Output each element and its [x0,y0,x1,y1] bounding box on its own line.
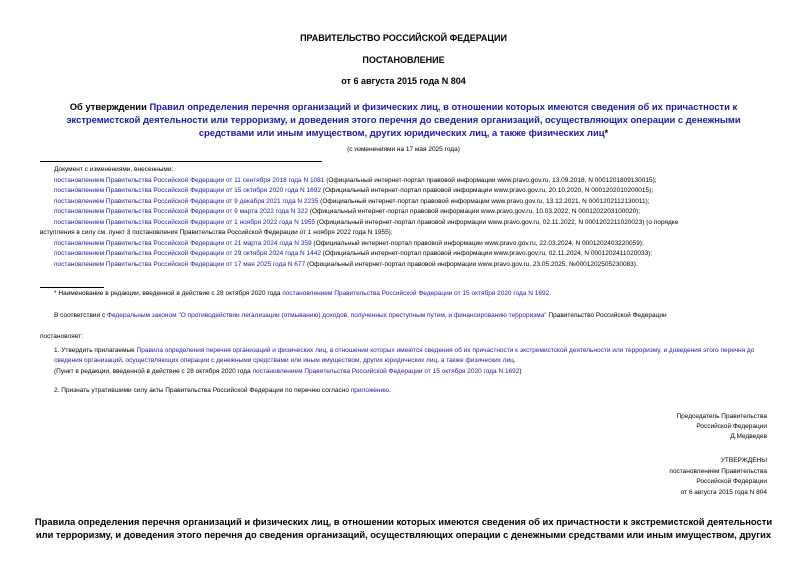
footnote-text: * Наименование в редакции, введенной в действие с 28 октября 2020 года [54,290,283,297]
change-source: (Официальный интернет-портал правовой информации www.pravo.gov.ru, 02.11.2024, N 0001202411020033); [320,250,653,257]
item-1 [40,346,770,367]
change-item [40,218,770,229]
change-item [40,197,770,208]
change-link[interactable]: постановлением Правительства Российской Федерации от 17 мая 2025 года N 677 [54,260,306,268]
title-footnote [54,290,774,297]
edition-note: (с изменениями на 17 мая 2025 года) [347,146,460,153]
change-item-continuation [40,228,770,239]
government-heading: ПРАВИТЕЛЬСТВО РОССИЙСКОЙ ФЕДЕРАЦИИ [300,33,507,43]
change-item [40,207,770,218]
change-link[interactable]: постановлением Правительства Российской Федерации от 29 октября 2024 года N 1442 [54,250,321,257]
federal-law-link[interactable]: Федеральным законом "О противодействии легализации (отмыванию) доходов, полученных преступным путем, и финансированию терроризма" [107,312,547,319]
change-link[interactable]: постановлением Правительства Российской Федерации от 15 октября 2020 года N 1692 [54,187,321,194]
appendix-link[interactable]: приложению [350,387,389,394]
change-source: (Официальный интернет-портал правовой информации www.pravo.gov.ru, 10.03.2022, N 0001202203100020); [308,208,641,215]
preamble-text: В соответствии с [54,312,108,319]
title-footnote-mark: * [604,127,609,138]
change-item [40,176,770,187]
item-1-prefix: 1. Утвердить прилагаемые [54,346,137,354]
divider-top [40,161,322,162]
change-link[interactable]: постановлением Правительства Российской Федерации от 21 марта 2024 года N 359 [54,239,312,247]
change-item [40,239,770,250]
signature-position: Председатель Правительства [676,413,767,420]
title-rules-link[interactable]: Правил определения перечня организаций и физических лиц, в отношении которых имеются сведения об их причастности к экстремистской деятельности или терроризму, и доведения этого перечня до сведения организаций, осуществляющих операции с денежными средствами или иным имуществом, других юридических лиц, а также физических лиц [66,101,741,138]
signature-block [676,412,767,442]
item-1-note-text: (Пункт в редакции, введенной в действие с 28 октября 2020 года [54,367,253,375]
change-link[interactable]: постановлением Правительства Российской Федерации от 11 сентября 2018 года N 1081 [54,176,325,184]
approved-country: Российской Федерации [696,478,767,485]
change-item [40,249,770,260]
signature-name: Д.Медведев [730,433,767,440]
change-link[interactable]: постановлением Правительства Российской Федерации от 9 декабря 2021 года N 2235 [54,197,319,205]
item-1-end: . [513,357,516,364]
change-source: (Официальный интернет-портал правовой информации www.pravo.gov.ru, 23.05.2025, №0001202505230083). [305,260,638,268]
document-title [40,100,767,139]
change-item [40,260,770,271]
item-1-note [40,367,770,378]
document-type-heading: ПОСТАНОВЛЕНИЕ [362,55,445,65]
item-2-prefix: 2. Признать утратившими силу акты Правительства Российской Федерации по перечню согласно [54,387,351,394]
change-source: (Официальный интернет-портал правовой информации www.pravo.gov.ru, 13.09.2018, N 0001201809130015); [324,176,657,184]
approval-stamp [669,456,767,498]
preamble [40,311,770,322]
footnote-link[interactable]: постановлением Правительства Российской Федерации от 15 октября 2020 года N 1692 [282,290,550,297]
change-item [40,186,770,197]
divider-footnote [40,287,104,288]
change-source: (Официальный интернет-портал правовой информации www.pravo.gov.ru, 22.03.2024, N 0001202403220059); [311,239,644,247]
item-1-note-end: ) [519,367,522,375]
rules-title: Правила определения перечня организаций и физических лиц, в отношении которых имеются сведения об их причастности к экстремистской деятельности или терроризму, и доведения этого перечня до сведения организаций, осуществляющих операции с денежными средствами или иным имуществом, других [34,516,773,540]
resolves-word: постановляет: [40,333,83,340]
change-link[interactable]: постановлением Правительства Российской Федерации от 9 марта 2022 года N 322 [54,208,308,215]
document-date-number: от 6 августа 2015 года N 804 [341,76,466,86]
item-2 [40,386,770,397]
changes-intro: Документ с изменениями, внесенными: [54,166,174,173]
change-source: (Официальный интернет-портал правовой информации www.pravo.gov.ru, 20.10.2020, N 0001202010200015); [320,187,654,194]
item-1-note-link[interactable]: постановлением Правительства Российской Федерации от 15 октября 2020 года N 1692 [252,367,520,375]
approved-word: УТВЕРЖДЕНЫ [720,457,767,464]
changes-list [40,165,770,270]
approved-date: от 6 августа 2015 года N 804 [680,488,767,496]
title-prefix: Об утверждении [69,101,150,112]
change-source: (Официальный интернет-портал правовой информации www.pravo.gov.ru, 13.12.2021, N 0001202112130011); [318,197,650,205]
approved-by: постановлением Правительства [669,467,767,475]
item-1-rules-link[interactable]: Правила определения перечня организаций и физических лиц, в отношении которых имеются сведения об их причастности к экстремистской деятельности или терроризму, и доведения этого перечня до сведения организаций, осуществляющих операции с денежными средствами или иным имуществом, других юридических лиц, а также физических лиц [54,346,755,364]
change-source: (Официальный интернет-портал правовой информации www.pravo.gov.ru, 02.11.2022, N 0001202211020023) (о порядке [315,218,679,226]
signature-country: Российской Федерации [696,423,767,430]
change-source: вступления в силу см. пункт 3 постановления Правительства Российской Федерации от 1 ноября 2022 года N 1955); [40,229,393,236]
preamble-end: Правительство Российской Федерации [546,312,667,319]
change-link[interactable]: постановлением Правительства Российской Федерации от 1 ноября 2022 года N 1955 [54,218,316,226]
resolution-body [40,332,770,397]
footnote-end: . [549,290,552,297]
item-2-end: . [389,387,391,394]
